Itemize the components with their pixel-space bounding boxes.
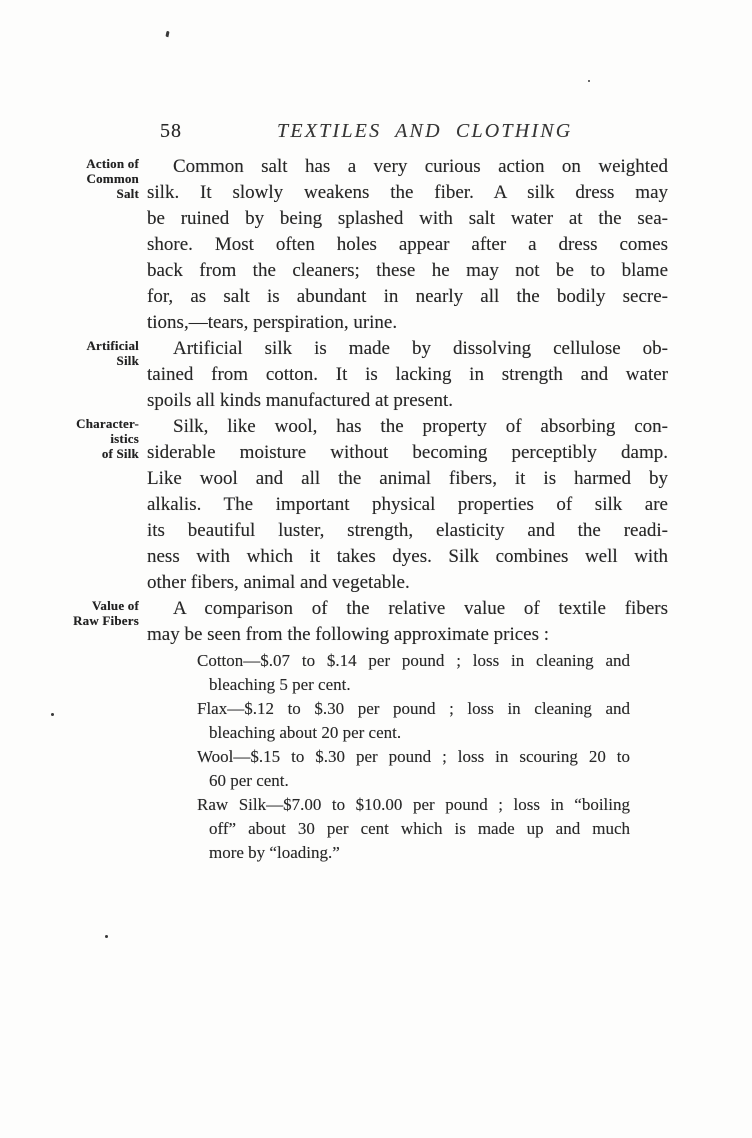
running-title: TEXTILES AND CLOTHING [277,120,573,142]
price-line: 60 per cent. [209,771,289,790]
price-line: bleaching about 20 per cent. [209,723,402,742]
body-line: tions,—tears, perspiration, urine. [147,312,398,333]
price-line: Raw Silk—$7.00 to $10.00 per pound ; loss in “boiling [197,795,630,814]
body-line: shore. Most often holes appear after a dress comes [147,234,668,255]
margin-note-line: Value of [92,598,139,613]
price-item [147,697,630,745]
scan-speck-comma [165,31,169,37]
margin-note-line: Artificial [86,338,139,353]
body-line: tained from cotton. It is lacking in strength and water [147,364,668,385]
body-line: siderable moisture without becoming perceptibly damp. [147,442,668,463]
margin-note-line: Raw Fibers [73,613,139,628]
body-line: silk. It slowly weakens the fiber. A silk dress may [147,182,668,203]
price-item [147,745,630,793]
paragraph [73,596,668,648]
paragraph [86,154,668,336]
body-line: A comparison of the relative value of textile fibers [173,598,668,619]
price-line: off” about 30 per cent which is made up and much [209,819,630,838]
scan-speck-dot [51,713,54,716]
price-line: Flax—$.12 to $.30 per pound ; loss in cleaning and [197,699,630,718]
paragraph [86,336,668,414]
scan-speck-dot [588,80,590,82]
margin-note [29,416,139,461]
price-line: Cotton—$.07 to $.14 per pound ; loss in cleaning and [197,651,630,670]
body-line: Artificial silk is made by dissolving cellulose ob- [173,338,668,359]
margin-note-line: Silk [116,353,139,368]
price-list [147,649,630,865]
price-item [147,649,630,697]
price-line: more by “loading.” [209,843,340,862]
paragraph [76,414,668,596]
margin-note-line: istics [110,431,139,446]
price-item [147,793,630,865]
body-line: Common salt has a very curious action on weighted [173,156,668,177]
body-line: other fibers, animal and vegetable. [147,572,410,593]
body-line: Silk, like wool, has the property of absorbing con- [173,416,668,437]
margin-note-line: Common [86,171,139,186]
body-line: for, as salt is abundant in nearly all the bodily secre- [147,286,668,307]
margin-note [29,598,139,628]
body-line: ness with which it takes dyes. Silk combines well with [147,546,668,567]
body-line: be ruined by being splashed with salt water at the sea- [147,208,668,229]
body-line: Like wool and all the animal fibers, it is harmed by [147,468,668,489]
body-sections [73,154,668,648]
scan-speck-dot [105,935,108,938]
margin-note-line: Character- [76,416,139,431]
margin-note [29,156,139,201]
price-line: bleaching 5 per cent. [209,675,351,694]
margin-note [29,338,139,368]
body-line: alkalis. The important physical properties of silk are [147,494,668,515]
margin-note-line: Action of [86,156,139,171]
page-number: 58 [160,120,182,142]
body-line: back from the cleaners; these he may not be to blame [147,260,668,281]
margin-note-line: of Silk [101,446,139,461]
body-line: spoils all kinds manufactured at present. [147,390,454,411]
body-line: its beautiful luster, strength, elasticity and the readi- [147,520,668,541]
margin-note-line: Salt [116,186,139,201]
body-line: may be seen from the following approximate prices : [147,624,550,645]
price-line: Wool—$.15 to $.30 per pound ; loss in scouring 20 to [197,747,630,766]
